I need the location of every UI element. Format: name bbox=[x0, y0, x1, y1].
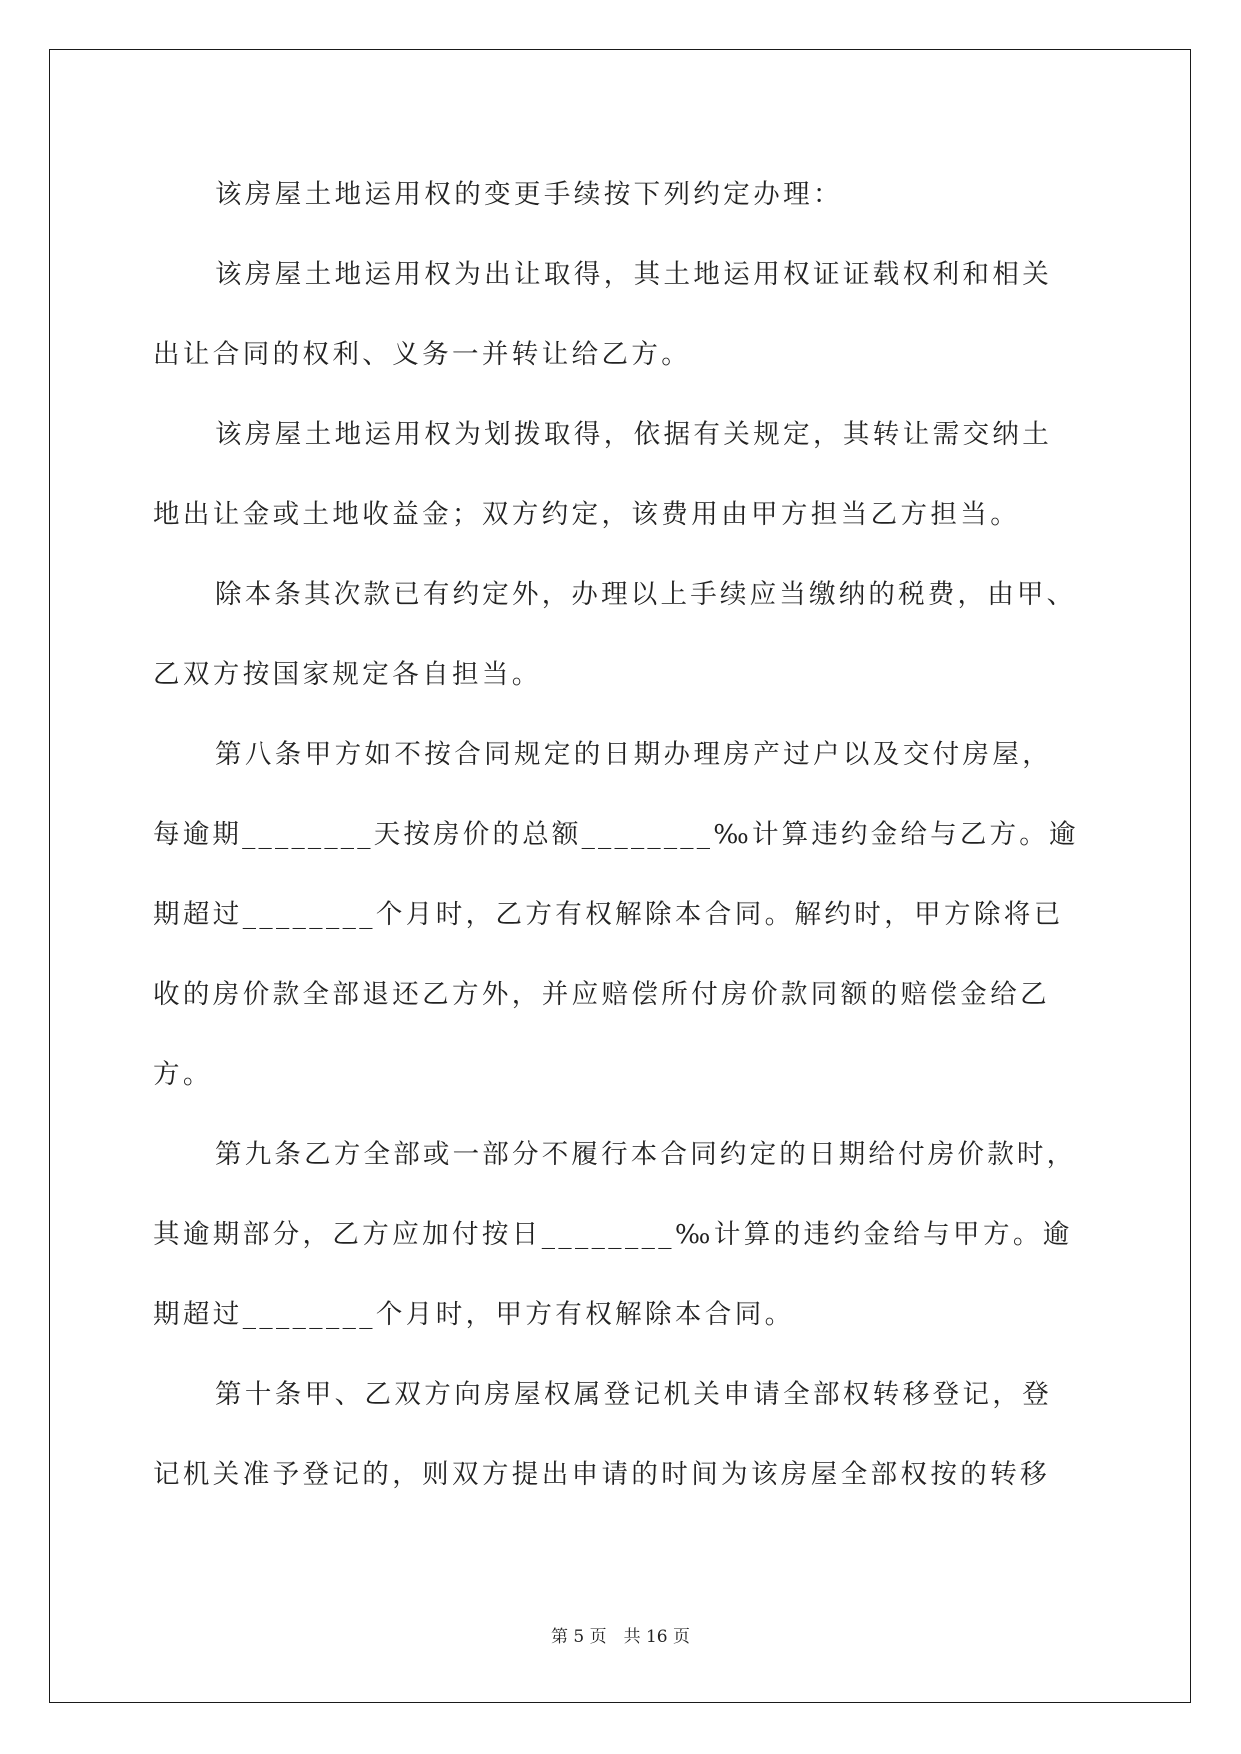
text-line: 第八条甲方如不按合同规定的日期办理房产过户以及交付房屋， bbox=[215, 739, 1053, 770]
text-line: 地出让金或土地收益金；双方约定，该费用由甲方担当乙方担当。 bbox=[153, 499, 1021, 530]
text-line: 期超过________个月时，甲方有权解除本合同。 bbox=[153, 1299, 795, 1330]
text-line: 记机关准予登记的，则双方提出申请的时间为该房屋全部权按的转移 bbox=[153, 1459, 1050, 1490]
page-number-text: 第 5 页 共 16 页 bbox=[550, 1627, 691, 1647]
text-line: 除本条其次款已有约定外，办理以上手续应当缴纳的税费，由甲、 bbox=[215, 579, 1077, 610]
text-line: 期超过________个月时，乙方有权解除本合同。解约时，甲方除将已 bbox=[153, 899, 1064, 930]
text-line: 该房屋土地运用权的变更手续按下列约定办理： bbox=[215, 179, 843, 210]
text-line: 该房屋土地运用权为划拨取得，依据有关规定，其转让需交纳土 bbox=[215, 419, 1053, 450]
text-line: 出让合同的权利、义务一并转让给乙方。 bbox=[153, 339, 692, 370]
text-line: 收的房价款全部退还乙方外，并应赔偿所付房价款同额的赔偿金给乙 bbox=[153, 979, 1050, 1010]
text-line: 第十条甲、乙双方向房屋权属登记机关申请全部权转移登记，登 bbox=[215, 1379, 1053, 1410]
text-line: 方。 bbox=[153, 1059, 213, 1090]
text-line: 乙双方按国家规定各自担当。 bbox=[153, 659, 542, 690]
text-line: 其逾期部分，乙方应加付按日________‰计算的违约金给与甲方。逾 bbox=[153, 1219, 1073, 1250]
page-number-footer bbox=[0, 1626, 1241, 1648]
text-line: 第九条乙方全部或一部分不履行本合同约定的日期给付房价款时， bbox=[215, 1139, 1077, 1170]
text-line: 该房屋土地运用权为出让取得，其土地运用权证证载权利和相关 bbox=[215, 259, 1053, 290]
text-line: 每逾期________天按房价的总额________‰计算违约金给与乙方。逾 bbox=[153, 819, 1079, 850]
